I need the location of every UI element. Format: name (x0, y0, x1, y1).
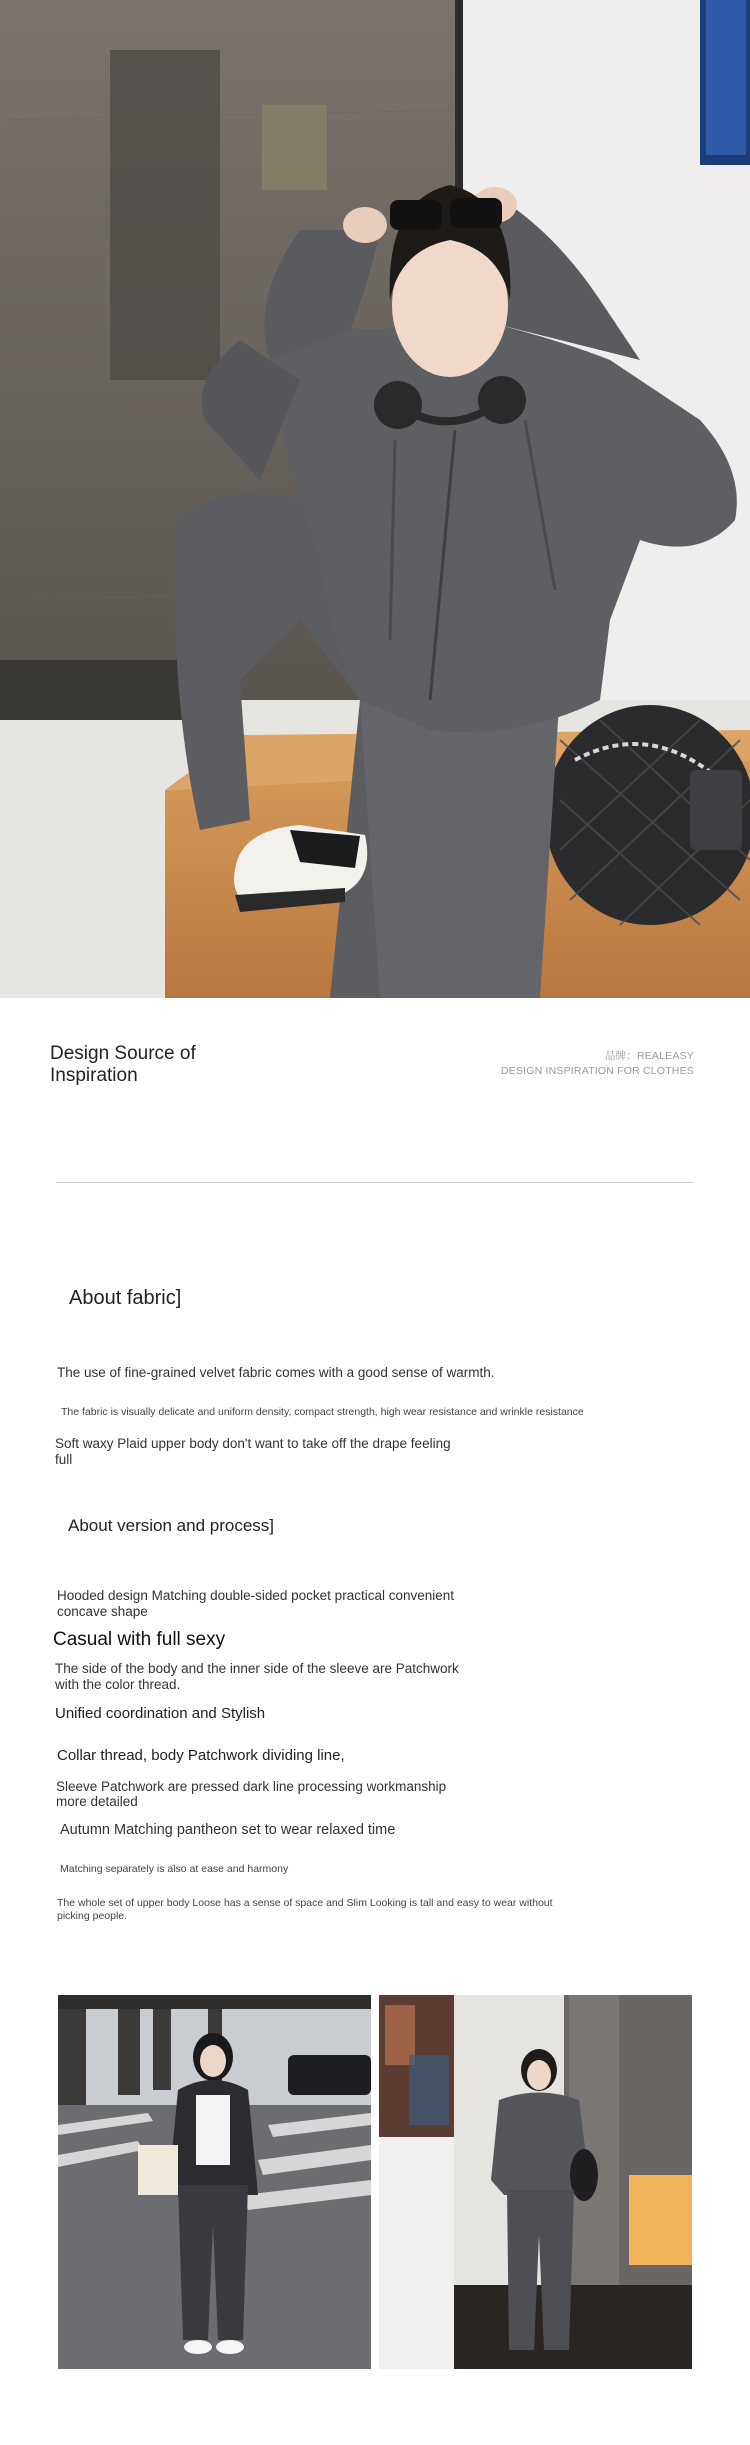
process-line-2: Casual with full sexy (53, 1629, 226, 1650)
indoor-photo-illustration (379, 1995, 692, 2369)
process-line-9 (57, 1897, 553, 1923)
inspiration-title (50, 1043, 196, 1087)
process-heading: About version and process] (68, 1516, 275, 1535)
process-line-8: Matching separately is also at ease and harmony (60, 1863, 289, 1875)
process-line-9a: The whole set of upper body Loose has a sense of space and Slim Looking is tall and easy to wear without (57, 1897, 553, 1909)
process-line-6 (56, 1779, 446, 1809)
process-line-9b: picking people. (57, 1910, 128, 1922)
process-line-1 (57, 1588, 454, 1620)
process-line-5: Collar thread, body Patchwork dividing line, (57, 1747, 345, 1764)
process-line-1b: concave shape (57, 1604, 148, 1619)
fabric-paragraph-3-line-1: Soft waxy Plaid upper body don't want to take off the drape feeling (55, 1436, 451, 1451)
process-line-3a: The side of the body and the inner side of the sleeve are Patchwork (55, 1661, 459, 1676)
indoor-photo (379, 1995, 692, 2369)
inspiration-title-line-2: Inspiration (50, 1065, 138, 1086)
inspiration-title-line-1: Design Source of (50, 1043, 196, 1064)
hero-photo (0, 0, 750, 998)
fabric-heading: About fabric] (69, 1287, 182, 1309)
fabric-paragraph-2: The fabric is visually delicate and uniform density, compact strength, high wear resistance and wrinkle resistance (61, 1406, 584, 1418)
fabric-paragraph-1: The use of fine-grained velvet fabric comes with a good sense of warmth. (57, 1365, 495, 1380)
fabric-paragraph-3 (55, 1436, 451, 1468)
brand-tagline: DESIGN INSPIRATION FOR CLOTHES (500, 1065, 694, 1077)
street-photo (58, 1995, 371, 2369)
process-line-7: Autumn Matching pantheon set to wear relaxed time (60, 1822, 396, 1838)
process-line-6b: more detailed (56, 1794, 138, 1809)
hero-illustration (0, 0, 750, 998)
fabric-paragraph-3-line-2: full (55, 1452, 73, 1467)
process-line-3b: with the color thread. (55, 1677, 181, 1692)
divider-line (56, 1182, 694, 1183)
brand-block (501, 1049, 694, 1079)
brand-name: 品牌：REALEASY (604, 1050, 694, 1062)
process-line-6a: Sleeve Patchwork are pressed dark line processing workmanship (56, 1779, 447, 1794)
process-line-4: Unified coordination and Stylish (55, 1705, 266, 1722)
street-photo-illustration (58, 1995, 371, 2369)
process-line-3 (55, 1661, 459, 1693)
process-line-1a: Hooded design Matching double-sided pocket practical convenient (57, 1588, 455, 1603)
